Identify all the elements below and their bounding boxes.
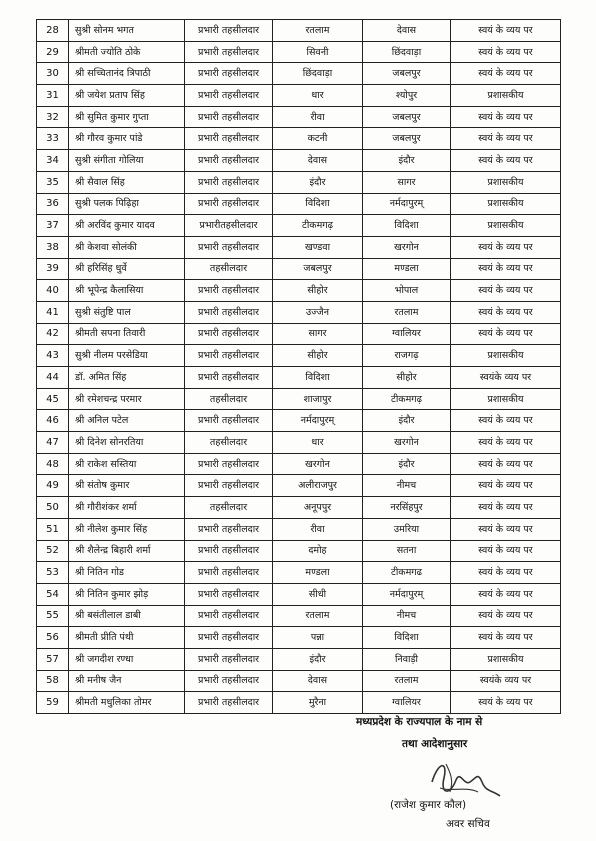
- serial-number-cell: 55: [37, 605, 69, 627]
- to-district-cell: निवाड़ी: [363, 648, 451, 670]
- designation-cell: प्रभारी तहसीलदार: [185, 171, 273, 193]
- officer-name-cell: डॉ. अमित सिंह: [69, 367, 185, 389]
- officer-name-cell: श्रीमती ज्योति ठोके: [69, 41, 185, 63]
- designation-cell: प्रभारी तहसीलदार: [185, 128, 273, 150]
- transfer-table-body: [37, 20, 561, 714]
- from-district-cell: नर्मदापुरम्: [273, 410, 363, 432]
- officer-name-cell: श्री शैलेन्द्र बिहारी शर्मा: [69, 540, 185, 562]
- table-row: [37, 388, 561, 410]
- transfer-type-cell: स्वयं के व्यय पर: [451, 41, 561, 63]
- transfer-type-cell: प्रशासकीय: [451, 171, 561, 193]
- officer-name-cell: श्री नितिन गोड: [69, 562, 185, 584]
- to-district-cell: नीमच: [363, 605, 451, 627]
- table-row: [37, 605, 561, 627]
- officer-name-cell: श्री मनीष जैन: [69, 670, 185, 692]
- to-district-cell: रतलाम: [363, 301, 451, 323]
- serial-number-cell: 48: [37, 453, 69, 475]
- from-district-cell: देवास: [273, 670, 363, 692]
- serial-number-cell: 33: [37, 128, 69, 150]
- from-district-cell: धार: [273, 432, 363, 454]
- transfer-type-cell: प्रशासकीय: [451, 648, 561, 670]
- from-district-cell: मुरैना: [273, 692, 363, 714]
- table-row: [37, 106, 561, 128]
- table-row: [37, 475, 561, 497]
- from-district-cell: टीकमगढ़: [273, 215, 363, 237]
- transfer-type-cell: स्वयंके व्यय पर: [451, 670, 561, 692]
- from-district-cell: खरगोन: [273, 453, 363, 475]
- designation-cell: प्रभारी तहसीलदार: [185, 63, 273, 85]
- to-district-cell: ग्वालियर: [363, 692, 451, 714]
- serial-number-cell: 53: [37, 562, 69, 584]
- transfer-type-cell: स्वयं के व्यय पर: [451, 627, 561, 649]
- to-district-cell: राजगढ़: [363, 345, 451, 367]
- officer-name-cell: श्रीमती मधुलिका तोमर: [69, 692, 185, 714]
- serial-number-cell: 40: [37, 280, 69, 302]
- designation-cell: प्रभारी तहसीलदार: [185, 85, 273, 107]
- designation-cell: प्रभारी तहसीलदार: [185, 106, 273, 128]
- signatory-designation: अवर सचिव: [446, 818, 490, 830]
- serial-number-cell: 38: [37, 236, 69, 258]
- officer-name-cell: सुश्री संगीता गोलिया: [69, 150, 185, 172]
- table-row: [37, 258, 561, 280]
- officer-name-cell: श्रीमती प्रीति पंथी: [69, 627, 185, 649]
- serial-number-cell: 58: [37, 670, 69, 692]
- from-district-cell: सीधी: [273, 583, 363, 605]
- officer-name-cell: सुश्री नीलम परसेडिया: [69, 345, 185, 367]
- to-district-cell: विदिशा: [363, 627, 451, 649]
- table-row: [37, 562, 561, 584]
- to-district-cell: जबलपुर: [363, 63, 451, 85]
- table-row: [37, 236, 561, 258]
- from-district-cell: रतलाम: [273, 20, 363, 42]
- to-district-cell: उमरिया: [363, 518, 451, 540]
- officer-name-cell: श्री केशवा सोलंकी: [69, 236, 185, 258]
- to-district-cell: भोपाल: [363, 280, 451, 302]
- from-district-cell: दमोह: [273, 540, 363, 562]
- designation-cell: प्रभारी तहसीलदार: [185, 583, 273, 605]
- transfer-type-cell: प्रशासकीय: [451, 215, 561, 237]
- from-district-cell: धार: [273, 85, 363, 107]
- table-row: [37, 215, 561, 237]
- officer-name-cell: श्री भूपेन्द्र कैलासिया: [69, 280, 185, 302]
- officer-name-cell: श्री अरविंद कुमार यादव: [69, 215, 185, 237]
- to-district-cell: छिंदवाड़ा: [363, 41, 451, 63]
- transfer-type-cell: प्रशासकीय: [451, 388, 561, 410]
- officer-name-cell: श्री सुमित कुमार गुप्ता: [69, 106, 185, 128]
- designation-cell: प्रभारी तहसीलदार: [185, 323, 273, 345]
- designation-cell: प्रभारी तहसीलदार: [185, 193, 273, 215]
- designation-cell: प्रभारी तहसीलदार: [185, 345, 273, 367]
- serial-number-cell: 28: [37, 20, 69, 42]
- designation-cell: प्रभारी तहसीलदार: [185, 20, 273, 42]
- table-row: [37, 280, 561, 302]
- table-row: [37, 540, 561, 562]
- to-district-cell: इंदौर: [363, 150, 451, 172]
- serial-number-cell: 43: [37, 345, 69, 367]
- serial-number-cell: 59: [37, 692, 69, 714]
- to-district-cell: सीहोर: [363, 367, 451, 389]
- signatory-name: (राजेश कुमार कौल): [390, 799, 467, 811]
- from-district-cell: इंदौर: [273, 171, 363, 193]
- to-district-cell: इंदौर: [363, 410, 451, 432]
- officer-name-cell: श्री सच्चितानंद त्रिपाठी: [69, 63, 185, 85]
- officer-name-cell: सुश्री पलक पिढ़िहा: [69, 193, 185, 215]
- transfer-type-cell: स्वयं के व्यय पर: [451, 410, 561, 432]
- table-row: [37, 20, 561, 42]
- transfer-type-cell: प्रशासकीय: [451, 193, 561, 215]
- serial-number-cell: 35: [37, 171, 69, 193]
- transfer-type-cell: स्वयं के व्यय पर: [451, 280, 561, 302]
- officer-name-cell: सुश्री संतुष्टि पाल: [69, 301, 185, 323]
- serial-number-cell: 39: [37, 258, 69, 280]
- designation-cell: प्रभारी तहसीलदार: [185, 367, 273, 389]
- table-row: [37, 323, 561, 345]
- to-district-cell: श्योपुर: [363, 85, 451, 107]
- to-district-cell: नर्मदापुरम्: [363, 193, 451, 215]
- officer-name-cell: श्री दिनेश सोनरतिया: [69, 432, 185, 454]
- designation-cell: प्रभारी तहसीलदार: [185, 150, 273, 172]
- officer-name-cell: श्री जयेश प्रताप सिंह: [69, 85, 185, 107]
- from-district-cell: सिवनी: [273, 41, 363, 63]
- transfer-type-cell: स्वयं के व्यय पर: [451, 583, 561, 605]
- table-row: [37, 670, 561, 692]
- to-district-cell: विदिशा: [363, 215, 451, 237]
- transfer-type-cell: स्वयं के व्यय पर: [451, 106, 561, 128]
- transfer-type-cell: स्वयं के व्यय पर: [451, 20, 561, 42]
- from-district-cell: पन्ना: [273, 627, 363, 649]
- to-district-cell: नीमच: [363, 475, 451, 497]
- order-line: तथा आदेशानुसार: [402, 738, 468, 750]
- transfer-type-cell: स्वयं के व्यय पर: [451, 128, 561, 150]
- serial-number-cell: 52: [37, 540, 69, 562]
- transfer-type-cell: स्वयं के व्यय पर: [451, 150, 561, 172]
- designation-cell: प्रभारी तहसीलदार: [185, 410, 273, 432]
- serial-number-cell: 31: [37, 85, 69, 107]
- table-row: [37, 453, 561, 475]
- from-district-cell: जबलपुर: [273, 258, 363, 280]
- officer-name-cell: श्री नितिन कुमार झोड़: [69, 583, 185, 605]
- to-district-cell: खरगोन: [363, 236, 451, 258]
- to-district-cell: जबलपुर: [363, 128, 451, 150]
- serial-number-cell: 30: [37, 63, 69, 85]
- to-district-cell: नरसिंहपुर: [363, 497, 451, 519]
- designation-cell: तहसीलदार: [185, 497, 273, 519]
- to-district-cell: रतलाम: [363, 670, 451, 692]
- to-district-cell: सागर: [363, 171, 451, 193]
- officer-name-cell: श्री अनिल पटेल: [69, 410, 185, 432]
- officer-name-cell: श्री नीलेश कुमार सिंह: [69, 518, 185, 540]
- serial-number-cell: 42: [37, 323, 69, 345]
- serial-number-cell: 36: [37, 193, 69, 215]
- table-row: [37, 410, 561, 432]
- serial-number-cell: 57: [37, 648, 69, 670]
- designation-cell: तहसीलदार: [185, 388, 273, 410]
- designation-cell: प्रभारी तहसीलदार: [185, 540, 273, 562]
- serial-number-cell: 32: [37, 106, 69, 128]
- table-row: [37, 518, 561, 540]
- table-row: [37, 63, 561, 85]
- transfer-type-cell: स्वयंके व्यय पर: [451, 367, 561, 389]
- serial-number-cell: 46: [37, 410, 69, 432]
- serial-number-cell: 50: [37, 497, 69, 519]
- from-district-cell: शाजापुर: [273, 388, 363, 410]
- transfer-type-cell: स्वयं के व्यय पर: [451, 432, 561, 454]
- table-row: [37, 41, 561, 63]
- table-row: [37, 367, 561, 389]
- from-district-cell: उज्जैन: [273, 301, 363, 323]
- transfer-type-cell: स्वयं के व्यय पर: [451, 692, 561, 714]
- transfer-type-cell: स्वयं के व्यय पर: [451, 63, 561, 85]
- serial-number-cell: 37: [37, 215, 69, 237]
- officer-name-cell: श्रीमती सपना तिवारी: [69, 323, 185, 345]
- table-row: [37, 171, 561, 193]
- from-district-cell: अनूपपुर: [273, 497, 363, 519]
- officer-name-cell: श्री हरिसिंह धुर्वे: [69, 258, 185, 280]
- to-district-cell: टीकमगढ़: [363, 388, 451, 410]
- designation-cell: प्रभारी तहसीलदार: [185, 692, 273, 714]
- from-district-cell: खण्डवा: [273, 236, 363, 258]
- to-district-cell: जबलपुर: [363, 106, 451, 128]
- transfer-type-cell: स्वयं के व्यय पर: [451, 258, 561, 280]
- designation-cell: प्रभारी तहसीलदार: [185, 301, 273, 323]
- table-row: [37, 692, 561, 714]
- serial-number-cell: 45: [37, 388, 69, 410]
- to-district-cell: सतना: [363, 540, 451, 562]
- designation-cell: प्रभारी तहसीलदार: [185, 627, 273, 649]
- designation-cell: प्रभारीतहसीलदार: [185, 215, 273, 237]
- to-district-cell: टीकमगढ: [363, 562, 451, 584]
- to-district-cell: नर्मदापुरम्: [363, 583, 451, 605]
- table-row: [37, 128, 561, 150]
- officer-name-cell: सुश्री सोनम भगत: [69, 20, 185, 42]
- from-district-cell: इंदौर: [273, 648, 363, 670]
- table-row: [37, 85, 561, 107]
- transfer-type-cell: स्वयं के व्यय पर: [451, 236, 561, 258]
- table-row: [37, 648, 561, 670]
- from-district-cell: सीहोर: [273, 345, 363, 367]
- to-district-cell: खरगोन: [363, 432, 451, 454]
- transfer-type-cell: स्वयं के व्यय पर: [451, 453, 561, 475]
- from-district-cell: रतलाम: [273, 605, 363, 627]
- officer-name-cell: श्री सैवाल सिंह: [69, 171, 185, 193]
- transfer-type-cell: प्रशासकीय: [451, 345, 561, 367]
- from-district-cell: सागर: [273, 323, 363, 345]
- designation-cell: प्रभारी तहसीलदार: [185, 236, 273, 258]
- from-district-cell: सीहोर: [273, 280, 363, 302]
- designation-cell: प्रभारी तहसीलदार: [185, 670, 273, 692]
- table-row: [37, 627, 561, 649]
- from-district-cell: मण्डला: [273, 562, 363, 584]
- designation-cell: प्रभारी तहसीलदार: [185, 648, 273, 670]
- transfer-table: [36, 19, 561, 714]
- table-row: [37, 432, 561, 454]
- designation-cell: प्रभारी तहसीलदार: [185, 518, 273, 540]
- designation-cell: तहसीलदार: [185, 432, 273, 454]
- table-row: [37, 345, 561, 367]
- designation-cell: प्रभारी तहसीलदार: [185, 562, 273, 584]
- from-district-cell: देवास: [273, 150, 363, 172]
- from-district-cell: अलीराजपुर: [273, 475, 363, 497]
- from-district-cell: विदिशा: [273, 193, 363, 215]
- authority-line: मध्यप्रदेश के राज्यपाल के नाम से: [356, 716, 483, 728]
- officer-name-cell: श्री जगदीश रण्धा: [69, 648, 185, 670]
- transfer-type-cell: स्वयं के व्यय पर: [451, 518, 561, 540]
- designation-cell: प्रभारी तहसीलदार: [185, 475, 273, 497]
- from-district-cell: रीवा: [273, 518, 363, 540]
- transfer-type-cell: स्वयं के व्यय पर: [451, 497, 561, 519]
- table-row: [37, 301, 561, 323]
- serial-number-cell: 49: [37, 475, 69, 497]
- serial-number-cell: 47: [37, 432, 69, 454]
- serial-number-cell: 34: [37, 150, 69, 172]
- from-district-cell: रीवा: [273, 106, 363, 128]
- designation-cell: प्रभारी तहसीलदार: [185, 41, 273, 63]
- designation-cell: प्रभारी तहसीलदार: [185, 280, 273, 302]
- to-district-cell: देवास: [363, 20, 451, 42]
- table-row: [37, 193, 561, 215]
- table-row: [37, 150, 561, 172]
- officer-name-cell: श्री बसंतीलाल डाबी: [69, 605, 185, 627]
- officer-name-cell: श्री गौरीशंकर शर्मा: [69, 497, 185, 519]
- from-district-cell: कटनी: [273, 128, 363, 150]
- transfer-type-cell: स्वयं के व्यय पर: [451, 301, 561, 323]
- officer-name-cell: श्री गौरव कुमार पांडे: [69, 128, 185, 150]
- to-district-cell: मण्डला: [363, 258, 451, 280]
- transfer-type-cell: स्वयं के व्यय पर: [451, 605, 561, 627]
- designation-cell: तहसीलदार: [185, 258, 273, 280]
- transfer-type-cell: प्रशासकीय: [451, 85, 561, 107]
- from-district-cell: छिंदवाड़ा: [273, 63, 363, 85]
- serial-number-cell: 44: [37, 367, 69, 389]
- transfer-type-cell: स्वयं के व्यय पर: [451, 540, 561, 562]
- serial-number-cell: 56: [37, 627, 69, 649]
- serial-number-cell: 41: [37, 301, 69, 323]
- to-district-cell: ग्वालियर: [363, 323, 451, 345]
- serial-number-cell: 51: [37, 518, 69, 540]
- serial-number-cell: 54: [37, 583, 69, 605]
- designation-cell: प्रभारी तहसीलदार: [185, 453, 273, 475]
- designation-cell: प्रभारी तहसीलदार: [185, 605, 273, 627]
- table-row: [37, 497, 561, 519]
- transfer-type-cell: स्वयं के व्यय पर: [451, 323, 561, 345]
- officer-name-cell: श्री संतोष कुमार: [69, 475, 185, 497]
- officer-name-cell: श्री रमेशचन्द्र परमार: [69, 388, 185, 410]
- table-row: [37, 583, 561, 605]
- officer-name-cell: श्री राकेश सस्तिया: [69, 453, 185, 475]
- from-district-cell: विदिशा: [273, 367, 363, 389]
- to-district-cell: इंदौर: [363, 453, 451, 475]
- transfer-type-cell: स्वयं के व्यय पर: [451, 475, 561, 497]
- transfer-type-cell: स्वयं के व्यय पर: [451, 562, 561, 584]
- serial-number-cell: 29: [37, 41, 69, 63]
